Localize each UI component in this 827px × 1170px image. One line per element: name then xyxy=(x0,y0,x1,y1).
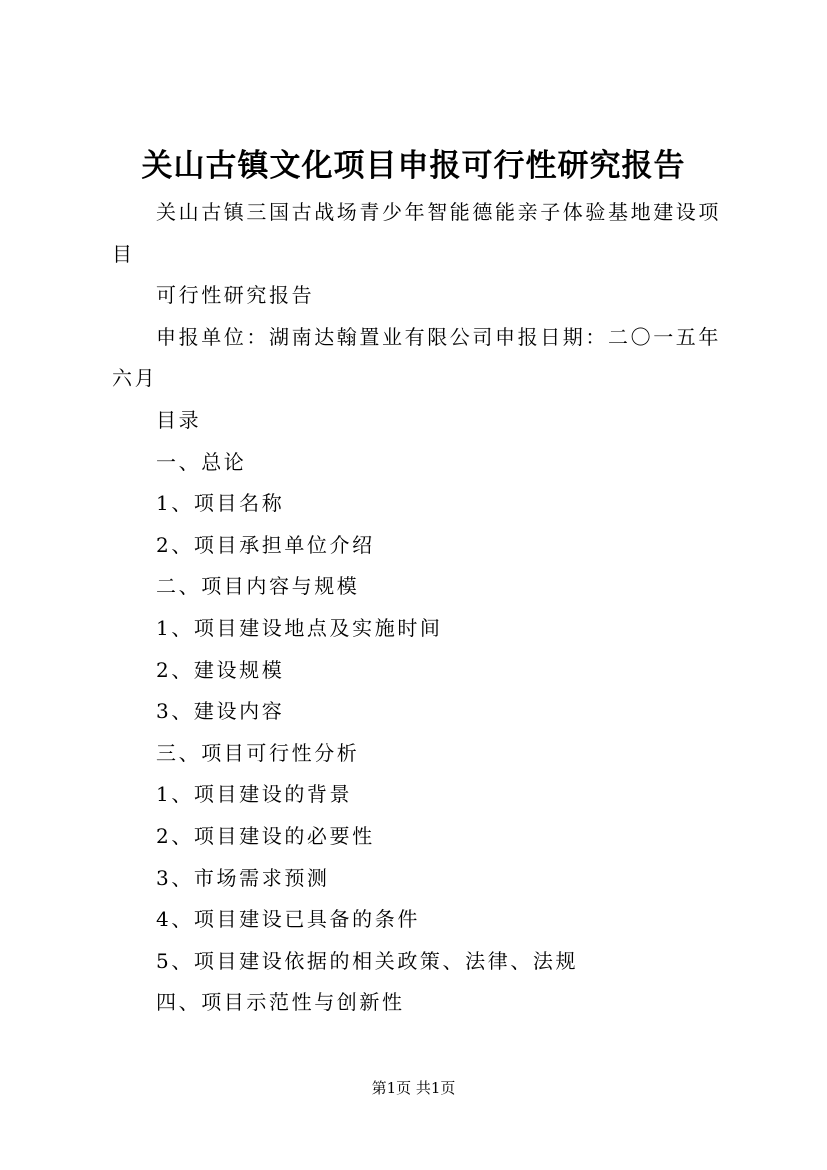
project-name-paragraph: 关山古镇三国古战场青少年智能德能亲子体验基地建设项目 xyxy=(112,200,721,266)
applicant-paragraph: 申报单位：湖南达翰置业有限公司申报日期：二〇一五年六月 xyxy=(112,324,721,391)
page-footer: 第1页 共1页 xyxy=(371,1079,456,1097)
toc-item: 1、项目建设地点及实施时间 xyxy=(156,615,443,640)
document-body xyxy=(112,192,727,1024)
toc-item: 5、项目建设依据的相关政策、法律、法规 xyxy=(156,948,579,973)
toc-item: 1、项目建设的背景 xyxy=(156,782,353,807)
toc-item: 2、项目建设的必要性 xyxy=(156,823,375,848)
document-title: 关山古镇文化项目申报可行性研究报告 xyxy=(141,148,686,184)
toc-item: 4、项目建设已具备的条件 xyxy=(156,907,420,932)
report-type-paragraph: 可行性研究报告 xyxy=(156,283,315,308)
toc-item: 三、项目可行性分析 xyxy=(156,740,360,765)
toc-item: 一、总论 xyxy=(156,449,247,474)
toc-item: 二、项目内容与规模 xyxy=(156,574,360,599)
toc-item: 四、项目示范性与创新性 xyxy=(156,990,405,1015)
toc-item: 3、建设内容 xyxy=(156,699,285,724)
toc-item: 3、市场需求预测 xyxy=(156,865,330,890)
toc-item: 2、建设规模 xyxy=(156,657,285,682)
toc-heading: 目录 xyxy=(156,407,202,432)
toc-item: 1、项目名称 xyxy=(156,491,285,516)
toc-item: 2、项目承担单位介绍 xyxy=(156,532,375,557)
